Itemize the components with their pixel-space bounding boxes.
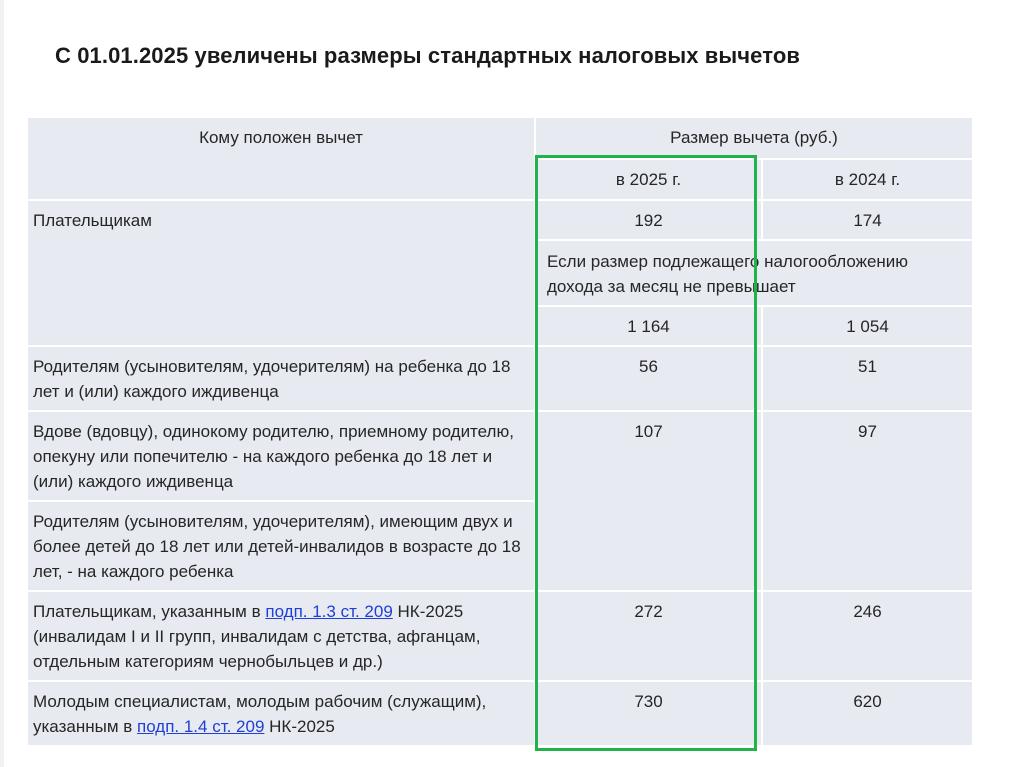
payers-2024: 174 [762, 200, 973, 240]
parents-multi-label: Родителям (усыновителям, удочерителям), имеющим двух и более детей до 18 лет или детей-инвалидов в возрасте до 18 лет, - на каждого ребенка [27, 501, 535, 591]
young-suffix: НК-2025 [264, 717, 335, 736]
disabled-2024: 246 [762, 591, 973, 681]
disabled-suffix: НК-2025 (инвалидам I и II групп, инвалидам с детства, афганцам, отдельным категориям чернобыльцев и др.) [33, 602, 481, 671]
young-label [27, 681, 535, 746]
table-row [27, 411, 973, 501]
disabled-prefix: Плательщикам, указанным в [33, 602, 266, 621]
widow-label: Вдове (вдовцу), одинокому родителю, приемному родителю, опекуну или попечителю - на каждого ребенка до 18 лет и (или) каждого иждивенца [27, 411, 535, 501]
header-who: Кому положен вычет [27, 117, 535, 200]
young-2024: 620 [762, 681, 973, 746]
disabled-label [27, 591, 535, 681]
widow-2024: 97 [762, 411, 973, 591]
parents-2024: 51 [762, 346, 973, 411]
table-row [27, 200, 973, 240]
young-prefix: Молодым специалистам, молодым рабочим (служащим), указанным в [33, 692, 487, 736]
payers-label: Плательщикам [27, 200, 535, 346]
disabled-2025: 272 [535, 591, 762, 681]
threshold-2024: 1 054 [762, 306, 973, 346]
article-209-1-3-link[interactable]: подп. 1.3 ст. 209 [265, 602, 393, 621]
threshold-2025: 1 164 [535, 306, 762, 346]
table-row [27, 591, 973, 681]
page-title: С 01.01.2025 увеличены размеры стандартных налоговых вычетов [55, 43, 800, 68]
left-edge-rule [0, 0, 4, 767]
header-row [27, 117, 973, 159]
payers-2025: 192 [535, 200, 762, 240]
deductions-table [26, 116, 974, 747]
widow-2025: 107 [535, 411, 762, 591]
table-row [27, 681, 973, 746]
header-2024: в 2024 г. [762, 159, 973, 201]
parents-label: Родителям (усыновителям, удочерителям) на ребенка до 18 лет и (или) каждого иждивенца [27, 346, 535, 411]
header-amount: Размер вычета (руб.) [535, 117, 973, 159]
young-2025: 730 [535, 681, 762, 746]
header-2025: в 2025 г. [535, 159, 762, 201]
table-row [27, 346, 973, 411]
parents-2025: 56 [535, 346, 762, 411]
condition-text: Если размер подлежащего налогообложению дохода за месяц не превышает [535, 240, 973, 306]
article-209-1-4-link[interactable]: подп. 1.4 ст. 209 [136, 717, 265, 736]
